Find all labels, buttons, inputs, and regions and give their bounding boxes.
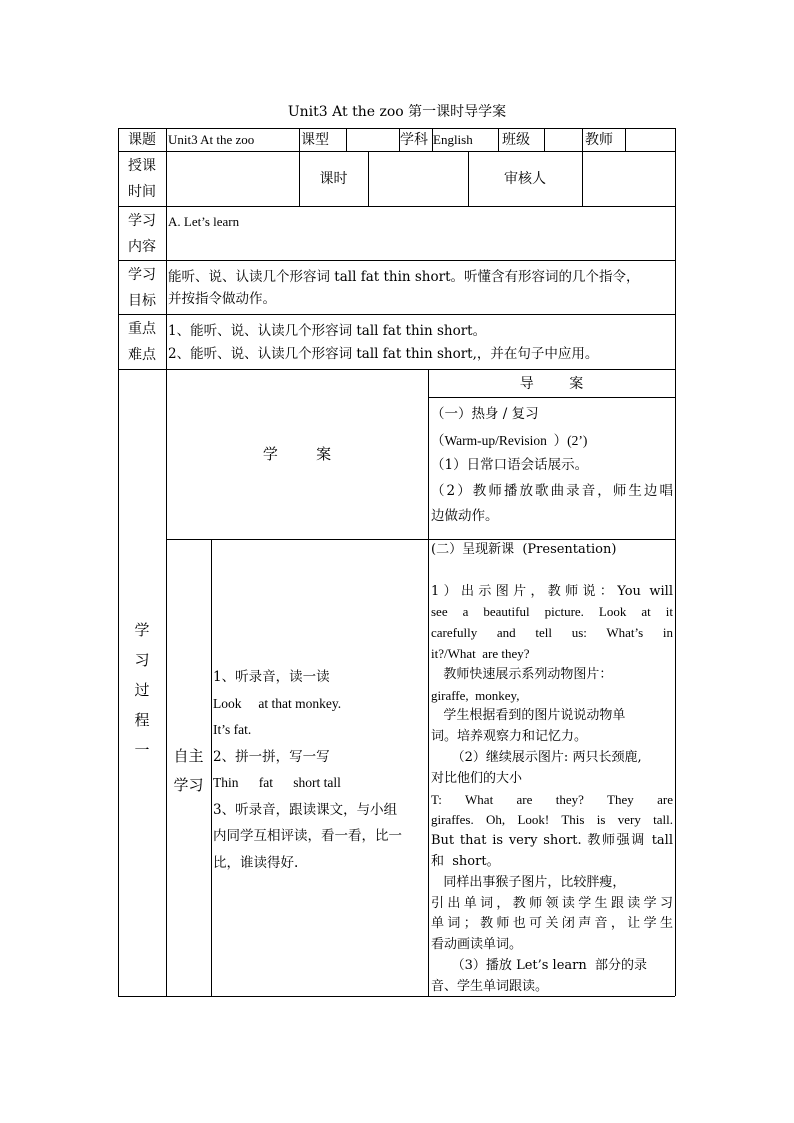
label-learning-content <box>118 208 166 260</box>
guide-line: 对比他们的大小 <box>431 770 523 786</box>
guide-line: 和 short。 <box>431 853 500 869</box>
label-period: 课时 <box>319 170 348 187</box>
key-points-line1: 1、能听、说、认读几个形容词 tall fat thin short。 <box>168 323 487 339</box>
teacher-value <box>627 130 673 150</box>
warmup-guide-text <box>429 402 675 530</box>
column-divider <box>544 128 545 151</box>
key-points-line2: 2、能听、说、认读几个形容词 tall fat thin short,，并在句子中应用。 <box>168 346 599 362</box>
student-line: Thin fat short tall <box>213 775 341 790</box>
student-plan-header: 学 案 <box>262 445 332 463</box>
student-line: 3、听录音，跟读课文，与小组 <box>213 801 398 818</box>
guide-line: 1）出示图片，教师说：You will <box>431 583 673 599</box>
label-learning-goals-line2: 目标 <box>128 293 156 309</box>
teacher-guide-header: 导 案 <box>519 376 584 392</box>
student-line: 2、拼一拼，写一写 <box>213 748 330 765</box>
label-class: 班级 <box>502 132 530 148</box>
column-divider <box>346 128 347 151</box>
label-learning-goals-line1: 学习 <box>128 267 156 283</box>
label-key-points-line1: 重点 <box>128 321 156 337</box>
guide-warmup-step: 边做动作。 <box>431 508 499 524</box>
column-divider <box>211 539 212 996</box>
column-divider <box>368 151 369 206</box>
row-divider <box>118 206 675 207</box>
process-label-char: 一 <box>134 741 150 759</box>
guide-line: But that is very short. 教师强调 tall <box>431 833 673 849</box>
process-label-char: 程 <box>134 711 150 729</box>
row-divider <box>118 151 675 152</box>
student-line: Look at that monkey. <box>213 695 342 711</box>
label-learning-goals <box>118 262 166 314</box>
student-line: 内同学互相评读，看一看，比一 <box>213 828 402 844</box>
guide-line: （3）播放 Let’s learn 部分的录 <box>431 957 648 973</box>
guide-line: (二）呈现新课 (Presentation) <box>431 542 617 557</box>
process-label-char: 过 <box>134 681 150 699</box>
process-label-char: 学 <box>134 621 150 639</box>
guide-line <box>429 561 675 582</box>
label-teacher: 教师 <box>585 132 613 148</box>
student-activities <box>213 664 427 876</box>
row-divider <box>118 314 675 315</box>
label-self-study <box>166 742 211 800</box>
guide-line: it?/What are they? <box>431 645 530 661</box>
label-learning-content-line2: 内容 <box>128 239 156 255</box>
course-value: Unit3 At the zoo <box>168 132 255 147</box>
lesson-type-value <box>348 130 398 150</box>
table-border-top <box>118 128 675 129</box>
table-border-right <box>675 128 676 996</box>
guide-line: 词。培养观察力和记忆力。 <box>431 729 588 745</box>
presentation-guide-text <box>429 540 675 998</box>
label-subject: 学科 <box>400 132 428 148</box>
label-teaching-time <box>118 153 166 205</box>
learning-goals-line1: 能听、说、认读几个形容词 tall fat thin short。听懂含有形容词的几个指令， <box>168 269 640 285</box>
process-label-char: 习 <box>134 651 150 669</box>
guide-line: T: What are they? They are <box>431 791 673 807</box>
student-line: It’s fat. <box>213 722 252 737</box>
guide-line: （2）继续展示图片: 两只长颈鹿, <box>431 749 642 765</box>
row-divider <box>118 260 675 261</box>
student-line: 比，谁读得好. <box>213 854 299 871</box>
label-learning-process <box>118 615 166 765</box>
label-self-study-line2: 学习 <box>173 776 204 794</box>
learning-goals-line2: 并按指令做动作。 <box>168 291 276 307</box>
column-divider <box>498 128 499 151</box>
label-teaching-time-line2: 时间 <box>128 184 156 200</box>
key-points-text <box>168 320 674 366</box>
guide-line: 单词；教师也可关闭声音，让学生 <box>431 916 673 932</box>
guide-warmup-step: （2）教师播放歌曲录音，师生边唱 <box>431 482 673 499</box>
subject-value: English <box>433 132 473 147</box>
guide-line: 看动画读单词。 <box>431 937 523 953</box>
guide-line: 引出单词，教师领读学生跟读学习 <box>431 895 673 911</box>
label-key-difficult-points <box>118 316 166 368</box>
label-lesson-type: 课型 <box>301 132 329 148</box>
guide-line: 同样出事猴子图片，比较胖瘦， <box>431 874 626 890</box>
label-course: 课题 <box>128 131 156 148</box>
label-self-study-line1: 自主 <box>173 747 204 765</box>
guide-line: 音、学生单词跟读。 <box>431 978 549 994</box>
document-title: Unit3 At the zoo 第一课时导学案 <box>287 104 507 120</box>
label-learning-content-line1: 学习 <box>128 213 156 229</box>
guide-warmup-subheading: （Warm-up/Revision ）(2’) <box>431 432 588 448</box>
column-divider <box>625 128 626 151</box>
column-divider <box>166 128 167 996</box>
guide-line: giraffes. Oh, Look! This is very tall. <box>431 812 673 828</box>
row-divider <box>428 397 675 398</box>
guide-line: giraffe, monkey, <box>431 687 520 703</box>
guide-line: carefully and tell us: What’s in <box>431 625 673 641</box>
guide-warmup-heading: （一）热身 / 复习 <box>431 406 539 422</box>
label-reviewer: 审核人 <box>504 170 546 187</box>
label-teaching-time-line1: 授课 <box>128 158 156 174</box>
guide-line: see a beautiful picture. Look at it <box>431 604 673 620</box>
class-value <box>546 130 582 150</box>
column-divider <box>582 128 583 206</box>
guide-line: 学生根据看到的图片说说动物单 <box>431 708 626 724</box>
learning-content-value: A. Let’s learn <box>168 214 240 229</box>
guide-line: 教师快速展示系列动物图片： <box>431 666 613 682</box>
learning-goals-text <box>168 266 674 310</box>
guide-warmup-step: （1）日常口语会话展示。 <box>431 457 589 473</box>
student-line: 1、听录音，读一读 <box>213 669 330 685</box>
label-key-points-line2: 难点 <box>128 347 156 363</box>
